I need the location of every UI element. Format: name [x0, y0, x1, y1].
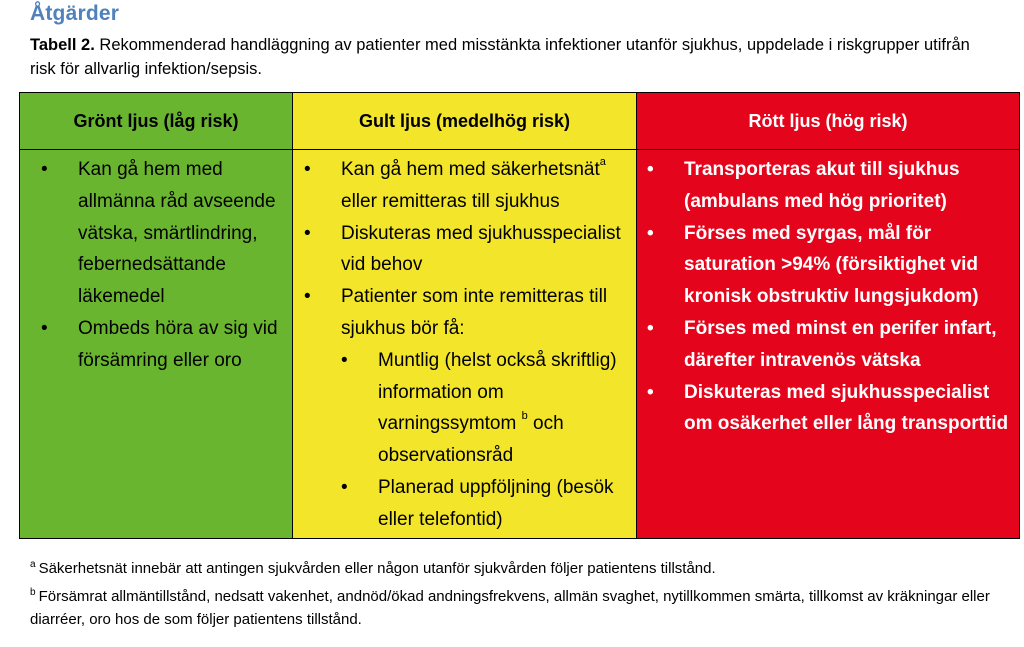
caption-label: Tabell 2. — [30, 36, 95, 54]
list-item — [341, 281, 628, 535]
list-item: • Förses med minst en perifer infart, därefter intravenös vätska — [684, 313, 1013, 377]
footnote-a — [30, 557, 990, 580]
header-yellow-medium-risk: Gult ljus (medelhög risk) — [293, 93, 637, 150]
footnote-text: Säkerhetsnät innebär att antingen sjukvården eller någon utanför sjukvården följer patientens tillstånd. — [38, 560, 716, 577]
list-item: • Diskuteras med sjukhusspecialist om osäkerhet eller lång transporttid — [684, 377, 1013, 441]
item-text-rest: eller remitteras till sjukhus — [341, 190, 560, 212]
table-header-row — [20, 93, 1020, 150]
sub-list-item: • Planerad uppföljning (besök eller telefontid) — [378, 472, 620, 536]
cell-red-actions — [637, 150, 1020, 539]
yellow-action-list — [293, 154, 636, 536]
section-heading: Åtgärder — [30, 2, 120, 25]
header-green-low-risk: Grönt ljus (låg risk) — [20, 93, 293, 150]
list-item: • Kan gå hem med allmänna råd avseende vätska, smärtlindring, febernedsättande läkemedel — [78, 154, 282, 313]
item-text: Kan gå hem med säkerhetsnät — [341, 159, 600, 180]
item-text-rest: och observationsråd — [378, 413, 564, 467]
footnote-text: Försämrat allmäntillstånd, nedsatt vakenhet, andnöd/ökad andningsfrekvens, allmän svaghet, nytillkommen smärta, tillkomst av kräkningar eller diarréer, oro hos de som följer patientens tillstånd. — [30, 588, 990, 628]
footnote-mark: a — [30, 559, 36, 570]
item-text: Muntlig (helst också skriftlig) information om varningssymtom — [378, 349, 617, 435]
list-item: • Förses med syrgas, mål för saturation >94% (försiktighet vid kronisk obstruktiv lungsjukdom) — [684, 218, 1013, 313]
caption-text: Rekommenderad handläggning av patienter med misstänkta infektioner utanför sjukhus, uppdelade i riskgrupper utifrån risk för allvarlig infektion/sepsis. — [30, 36, 970, 78]
footnote-ref-b: b — [521, 410, 528, 423]
table-caption — [30, 33, 990, 81]
footnote-mark: b — [30, 587, 36, 598]
footnote-b — [30, 585, 990, 631]
red-action-list — [637, 154, 1019, 440]
header-red-high-risk: Rött ljus (hög risk) — [637, 93, 1020, 150]
footnotes — [30, 557, 990, 636]
cell-yellow-actions — [293, 150, 637, 539]
table-body-row — [20, 150, 1020, 539]
list-item — [341, 154, 628, 218]
footnote-ref-a: a — [599, 156, 606, 168]
list-item: • Ombeds höra av sig vid försämring eller oro — [78, 313, 282, 377]
list-item: • Transporteras akut till sjukhus (ambulans med hög prioritet) — [684, 154, 1013, 218]
item-text: Patienter som inte remitteras till sjukhus bör få: — [341, 286, 608, 339]
green-action-list — [20, 154, 292, 377]
risk-table — [19, 92, 1020, 539]
list-item: • Diskuteras med sjukhusspecialist vid behov — [341, 218, 628, 282]
yellow-sub-list — [341, 345, 628, 536]
cell-green-actions — [20, 150, 293, 539]
sub-list-item — [378, 345, 620, 472]
